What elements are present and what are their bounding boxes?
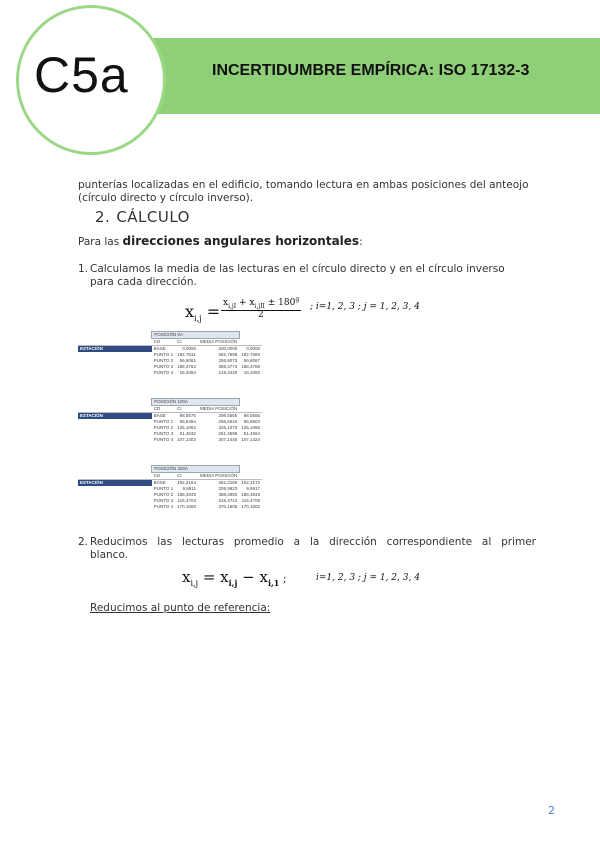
section-heading [95,208,196,226]
table-row: PUNTO 1 56,5464 256,5542 56,5503 [153,419,260,424]
step-2 [78,536,536,562]
formula-reduction: $x_{i,j} = x_{i,j} - x_{i,1}$ ; [182,568,287,588]
step-2-number: 2. [78,536,89,548]
table-row: ESTACIÓN BASE 0,0000 200,0000 0,0000 [80,346,260,351]
table-row: ESTACIÓN BASE 98,5575 298,5555 98,5565 [80,413,260,418]
step-1-line-1: Calculamos la media de las lecturas en el círculo directo y en el círculo inverso [90,263,505,275]
table-row: PUNTO 3 115,4704 315,4712 115,4708 [153,498,260,503]
formula-reduction-range: i=1, 2, 3 ; j = 1, 2, 3, 4 [316,573,420,583]
subheading-bold: direcciones angulares horizontales [122,234,360,248]
table-row: PUNTO 2 56,6061 256,6073 56,6067 [153,358,260,363]
reference-heading: Reducimos al punto de referencia: [90,602,271,614]
table-row: PUNTO 2 188,4948 388,4950 188,4949 [153,492,260,497]
table-position-200: POSICIÓN 200A CD CI MEDIA POSICIÓN ESTACIÓN BASE 162,3164 362,3180 162,3172 PUNTO 1 9,9911 209,9923 9,9917 PUNTO 2 188,4948 388,4950 188,4949 PUNTO 3 115,4704 315,4712 115,4708 PUNTO 4 170,1600 370,1605 170,1602 [80,466,260,509]
page-number: 2 [548,804,555,817]
table-position-100: POSICIÓN 100A CD CI MEDIA POSICIÓN ESTACIÓN BASE 98,5575 298,5555 98,5565 PUNTO 1 56,5464 256,5542 56,5503 PUNTO 2 125,1062 325,1070 125,1066 PUNTO 3 51,4532 251,4596 51,4564 PUNTO 4 107,1403 307,1445 107,1424 [80,399,260,442]
formula-range: ; i=1, 2, 3 ; j = 1, 2, 3, 4 [310,302,420,312]
step-2-line-2: blanco. [90,549,129,561]
intro-line-2: (círculo directo y círculo inverso). [78,192,254,204]
table-row: PUNTO 4 107,1403 307,1445 107,1424 [153,437,260,442]
section-number: 2. [95,208,111,226]
intro-line-1: punterías localizadas en el edificio, tomando lectura en ambas posiciones del anteojo [78,179,529,191]
table-row: PUNTO 4 18,3364 218,3420 18,3392 [153,370,260,375]
section-title: CÁLCULO [116,208,190,226]
subheading: Para las direcciones angulares horizontales: [78,234,363,248]
step-1-number: 1. [78,263,89,275]
table-row: PUNTO 3 188,4762 388,4773 188,4768 [153,364,260,369]
table-row: ESTACIÓN BASE 162,3164 362,3180 162,3172 [80,480,260,485]
table-row: PUNTO 1 9,9911 209,9923 9,9917 [153,486,260,491]
step-2-line-1: Reducimos las lecturas promedio a la dirección correspondiente al primer [90,536,536,548]
table-row: PUNTO 2 125,1062 325,1070 125,1066 [153,425,260,430]
step-1-line-2: para cada dirección. [90,276,197,288]
table-row: PUNTO 3 51,4532 251,4596 51,4564 [153,431,260,436]
table-row: PUNTO 1 182,7631 382,7699 182,7665 [153,352,260,357]
intro-paragraph [78,179,548,205]
step-1 [78,263,548,289]
table-position-0: POSICIÓN 0A CD CI MEDIA POSICIÓN ESTACIÓN BASE 0,0000 200,0000 0,0000 PUNTO 1 182,7631 382,7699 182,7665 PUNTO 2 56,6061 256,6073 56,6067 PUNTO 3 188,4762 388,4773 188,4768 PUNTO 4 18,3364 218,3420 18,3392 [80,332,260,375]
page-title: INCERTIDUMBRE EMPÍRICA: ISO 17132-3 [212,62,530,79]
table-row: PUNTO 4 170,1600 370,1605 170,1602 [153,504,260,509]
chapter-badge: C5a [34,47,129,103]
